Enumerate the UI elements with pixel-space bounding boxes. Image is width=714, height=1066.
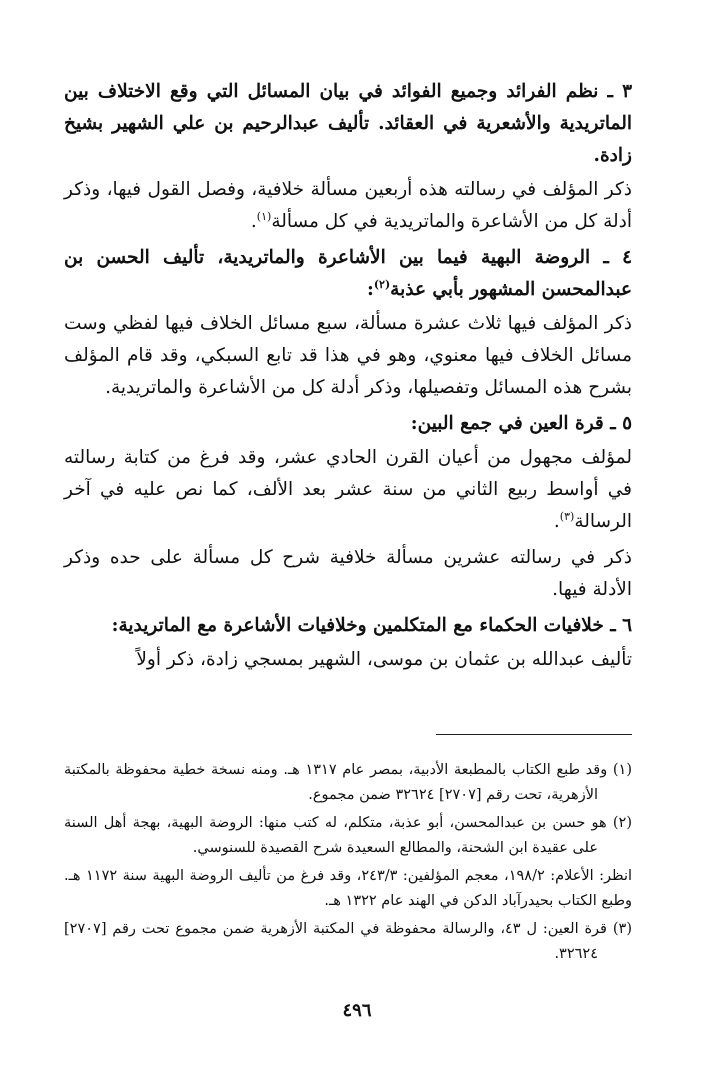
- footnote-3: [64, 917, 632, 967]
- entry-5-body-2: ذكر في رسالته عشرين مسألة خلافية شرح كل مسألة على حده وذكر الأدلة فيها.: [64, 547, 632, 600]
- entry-5-body-end: .: [553, 511, 560, 532]
- main-text: [64, 76, 632, 680]
- entry-3-body: [64, 174, 632, 238]
- entry-4-heading: [64, 242, 632, 306]
- footnote-ref-1: (١): [256, 209, 272, 223]
- entry-3-heading: ٣ ـ نظم الفرائد وجميع الفوائد في بيان المسائل التي وقع الاختلاف بين الماتريدية والأشعرية في العقائد. تأليف عبدالرحيم بن علي الشهير بشيخ زادة.: [64, 81, 632, 166]
- footnote-2-continuation: انظر: الأعلام: ١٩٨/٢، معجم المؤلفين: ٢٤٣/٣، وقد فرغ من تأليف الروضة البهية سنة ١١٧٢ هـ. وطبع الكتاب بحيدرآباد الدكن في الهند عام ١٣٢٢ هـ.: [64, 868, 633, 909]
- entry-5-heading: ٥ ـ قرة العين في جمع البين:: [410, 413, 632, 434]
- entry-4-heading-text: ٤ ـ الروضة البهية فيما بين الأشاعرة والماتريدية، تأليف الحسن بن عبدالمحسن المشهور بأبي عذبة: [64, 247, 632, 300]
- entry-4-heading-end: :: [366, 279, 374, 300]
- footnote-3-label: (٣): [612, 921, 633, 937]
- entry-6-body: تأليف عبدالله بن عثمان بن موسى، الشهير بمسجي زادة، ذكر أولاً: [136, 649, 632, 670]
- footnote-2-label: (٢): [612, 815, 633, 831]
- entry-4-body: ذكر المؤلف فيها ثلاث عشرة مسألة، سبع مسائل الخلاف فيها لفظي وست مسائل الخلاف فيها معنوي، وهو في هذا قد تابع السبكي، وقد قام المؤلف بشرح هذه المسائل وتفصيلها، وذكر أدلة كل من الأشاعرة والماتريدية.: [64, 313, 632, 398]
- footnote-1: [64, 758, 632, 808]
- footnote-ref-2: (٢): [373, 277, 391, 291]
- entry-3-body-end: .: [250, 211, 257, 232]
- footnote-3-text: قرة العين: ل ٤٣، والرسالة محفوظة في المكتبة الأزهرية ضمن مجموع تحت رقم [٢٧٠٧] ٣٢٦٢٤.: [64, 921, 607, 962]
- footnote-1-label: (١): [612, 762, 633, 778]
- footnote-1-text: وقد طبع الكتاب بالمطبعة الأدبية، بمصر عام ١٣١٧ هـ. ومنه نسخة خطية محفوظة بالمكتبة الأزهرية، تحت رقم [٢٧٠٧] ٣٢٦٢٤ ضمن مجموع.: [64, 762, 608, 803]
- entry-5-body: [64, 442, 632, 538]
- entry-3-body-text: ذكر المؤلف في رسالته هذه أربعين مسألة خلافية، وفصل القول فيها، وذكر أدلة كل من الأشاعرة والماتريدية في كل مسألة: [64, 179, 632, 232]
- footnote-2-text: هو حسن بن عبدالمحسن، أبو عذبة، متكلم، له كتب منها: الروضة البهية، بهجة أهل السنة على عقيدة ابن الشحنة، والمطالع السعيدة شرح القصيدة للسنوسي.: [64, 815, 607, 856]
- entry-5-body-text: لمؤلف مجهول من أعيان القرن الحادي عشر، وقد فرغ من كتابة رسالته في أواسط ربيع الثاني من سنة عشر بعد الألف، كما نص عليه في آخر الرسالة: [64, 447, 632, 532]
- page-number: ٤٩٦: [342, 1000, 372, 1021]
- footnote-2: [64, 811, 632, 861]
- entry-6-heading: ٦ ـ خلافيات الحكماء مع المتكلمين وخلافيات الأشاعرة مع الماتريدية:: [111, 615, 632, 636]
- footnote-ref-3: (٣): [559, 509, 575, 523]
- footnotes: [64, 758, 632, 970]
- footnote-separator: [436, 734, 632, 735]
